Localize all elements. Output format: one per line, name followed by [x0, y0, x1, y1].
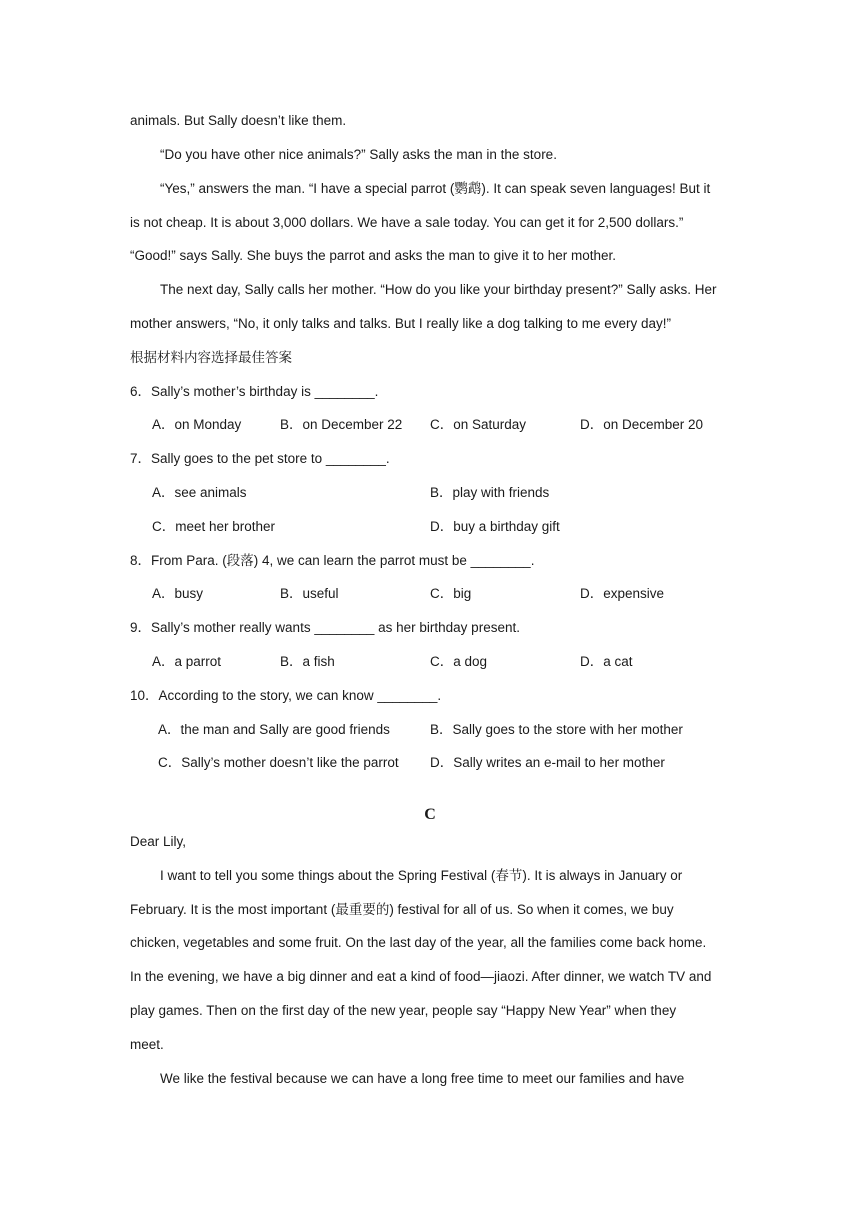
- question-7-option-c[interactable]: C．meet her brother: [152, 519, 276, 534]
- passage-b-line-4: “Good!” says Sally. She buys the parrot and asks the man to give it to her mother.: [130, 248, 616, 263]
- question-7-stem: 7．Sally goes to the pet store to ________.: [130, 451, 390, 466]
- question-10-option-c[interactable]: C．Sally’s mother doesn’t like the parrot: [158, 755, 399, 770]
- passage-c-line-2: February. It is the most important (最重要的) festival for all of us. So when it comes, we buy: [130, 902, 674, 917]
- question-9-stem: 9．Sally’s mother really wants ________ as her birthday present.: [130, 620, 520, 635]
- question-6-stem: 6．Sally’s mother’s birthday is ________.: [130, 384, 379, 399]
- instruction-heading: 根据材料内容选择最佳答案: [130, 350, 292, 366]
- question-8-option-b[interactable]: B．useful: [280, 586, 339, 601]
- passage-c-line-4: In the evening, we have a big dinner and eat a kind of food—jiaozi. After dinner, we watch TV and: [130, 969, 712, 984]
- passage-b-line-5: The next day, Sally calls her mother. “How do you like your birthday present?” Sally asks. Her: [160, 282, 717, 297]
- passage-b-line-2: “Yes,” answers the man. “I have a special parrot (鹦鹉). It can speak seven languages! But it: [160, 181, 711, 196]
- question-9-option-a[interactable]: A．a parrot: [152, 654, 222, 669]
- passage-c-line-3: chicken, vegetables and some fruit. On the last day of the year, all the families come back home.: [130, 935, 707, 950]
- question-10-stem: 10．According to the story, we can know ________.: [130, 688, 442, 703]
- question-10-option-a[interactable]: A．the man and Sally are good friends: [158, 722, 390, 737]
- passage-b-line-6: mother answers, “No, it only talks and talks. But I really like a dog talking to me every day!”: [130, 316, 671, 331]
- question-6-option-b[interactable]: B．on December 22: [280, 417, 403, 432]
- question-10-option-d[interactable]: D．Sally writes an e-mail to her mother: [430, 755, 665, 770]
- question-9-option-c[interactable]: C．a dog: [430, 654, 488, 669]
- passage-c-line-1: I want to tell you some things about the Spring Festival (春节). It is always in January or: [160, 868, 683, 883]
- question-7-option-a[interactable]: A．see animals: [152, 485, 247, 500]
- question-9-option-d[interactable]: D．a cat: [580, 654, 633, 669]
- passage-c-line-6: meet.: [130, 1037, 164, 1052]
- question-8-option-d[interactable]: D．expensive: [580, 586, 665, 601]
- passage-c-line-7: We like the festival because we can have a long free time to meet our families and have: [160, 1071, 685, 1086]
- section-title-c: C: [424, 806, 436, 823]
- question-7-option-d[interactable]: D．buy a birthday gift: [430, 519, 560, 534]
- passage-b-line-3: is not cheap. It is about 3,000 dollars. We have a sale today. You can get it for 2,500 dollars.”: [130, 215, 684, 230]
- question-8-stem: 8．From Para. (段落) 4, we can learn the parrot must be ________.: [130, 553, 535, 568]
- question-10-option-b[interactable]: B．Sally goes to the store with her mother: [430, 722, 683, 737]
- question-9-option-b[interactable]: B．a fish: [280, 654, 335, 669]
- letter-greeting: Dear Lily,: [130, 834, 187, 849]
- question-6-option-c[interactable]: C．on Saturday: [430, 417, 527, 432]
- question-6-option-d[interactable]: D．on December 20: [580, 417, 704, 432]
- question-7-option-b[interactable]: B．play with friends: [430, 485, 550, 500]
- passage-b-line-1: “Do you have other nice animals?” Sally asks the man in the store.: [160, 147, 557, 162]
- question-8-option-a[interactable]: A．busy: [152, 586, 204, 601]
- question-8-option-c[interactable]: C．big: [430, 586, 472, 601]
- passage-c-line-5: play games. Then on the first day of the new year, people say “Happy New Year” when they: [130, 1003, 677, 1018]
- passage-b-line-0: animals. But Sally doesn’t like them.: [130, 113, 347, 128]
- question-6-option-a[interactable]: A．on Monday: [152, 417, 242, 432]
